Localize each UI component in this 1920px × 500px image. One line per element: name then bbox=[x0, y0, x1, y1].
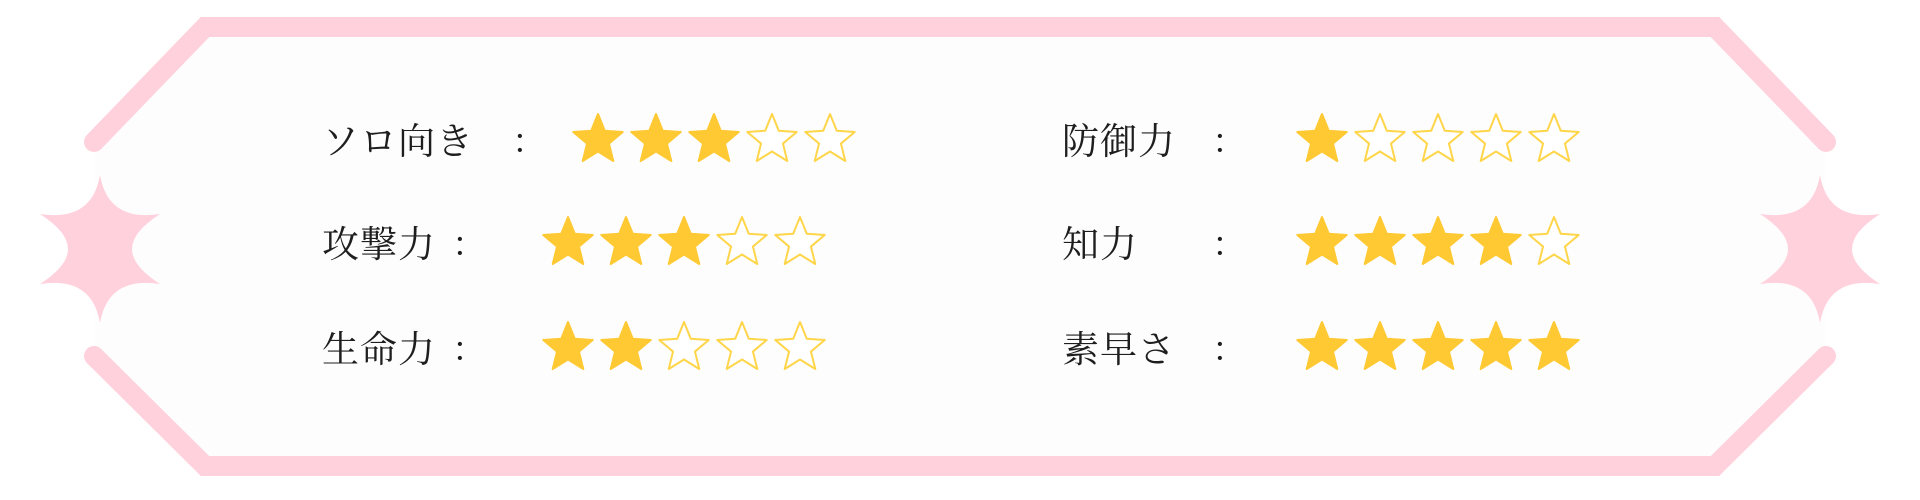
stat-row-agility bbox=[1062, 316, 1582, 376]
star-filled-icon bbox=[1352, 213, 1408, 269]
star-rating bbox=[1294, 108, 1582, 168]
stat-row-attack bbox=[322, 211, 828, 271]
star-empty-icon bbox=[772, 213, 828, 269]
star-empty-icon bbox=[656, 318, 712, 374]
star-empty-icon bbox=[1468, 110, 1524, 166]
star-rating bbox=[1294, 211, 1582, 271]
stat-row-defense bbox=[1062, 108, 1582, 168]
stat-row-solo bbox=[322, 108, 858, 168]
star-rating bbox=[540, 211, 828, 271]
star-filled-icon bbox=[1410, 213, 1466, 269]
stat-row-intelligence bbox=[1062, 211, 1582, 271]
star-filled-icon bbox=[686, 110, 742, 166]
star-filled-icon bbox=[598, 213, 654, 269]
star-rating bbox=[570, 108, 858, 168]
star-rating bbox=[1294, 316, 1582, 376]
star-filled-icon bbox=[1294, 213, 1350, 269]
star-filled-icon bbox=[1468, 213, 1524, 269]
star-empty-icon bbox=[1352, 110, 1408, 166]
star-filled-icon bbox=[540, 213, 596, 269]
star-empty-icon bbox=[1526, 110, 1582, 166]
star-empty-icon bbox=[772, 318, 828, 374]
stat-colon: ： bbox=[1212, 121, 1246, 162]
star-filled-icon bbox=[540, 318, 596, 374]
star-filled-icon bbox=[570, 110, 626, 166]
star-filled-icon bbox=[1526, 318, 1582, 374]
star-filled-icon bbox=[656, 213, 712, 269]
star-filled-icon bbox=[628, 110, 684, 166]
stat-label: 知力 bbox=[1062, 223, 1138, 266]
star-filled-icon bbox=[598, 318, 654, 374]
star-filled-icon bbox=[1410, 318, 1466, 374]
stat-colon: ： bbox=[512, 121, 546, 162]
star-empty-icon bbox=[1526, 213, 1582, 269]
stat-colon: ： bbox=[1212, 329, 1246, 370]
star-empty-icon bbox=[802, 110, 858, 166]
stat-colon: ： bbox=[452, 329, 486, 370]
stat-label: 生命力 bbox=[322, 328, 436, 371]
star-filled-icon bbox=[1468, 318, 1524, 374]
stat-label: 防御力 bbox=[1062, 120, 1176, 163]
star-filled-icon bbox=[1352, 318, 1408, 374]
star-rating bbox=[540, 316, 828, 376]
star-empty-icon bbox=[1410, 110, 1466, 166]
stat-label: ソロ向き bbox=[322, 120, 474, 163]
star-empty-icon bbox=[744, 110, 800, 166]
star-filled-icon bbox=[1294, 110, 1350, 166]
star-filled-icon bbox=[1294, 318, 1350, 374]
stat-label: 素早さ bbox=[1062, 328, 1176, 371]
stat-colon: ： bbox=[1212, 224, 1246, 265]
star-empty-icon bbox=[714, 213, 770, 269]
stat-colon: ： bbox=[452, 224, 486, 265]
star-empty-icon bbox=[714, 318, 770, 374]
stat-label: 攻撃力 bbox=[322, 223, 436, 266]
stat-row-hp bbox=[322, 316, 828, 376]
